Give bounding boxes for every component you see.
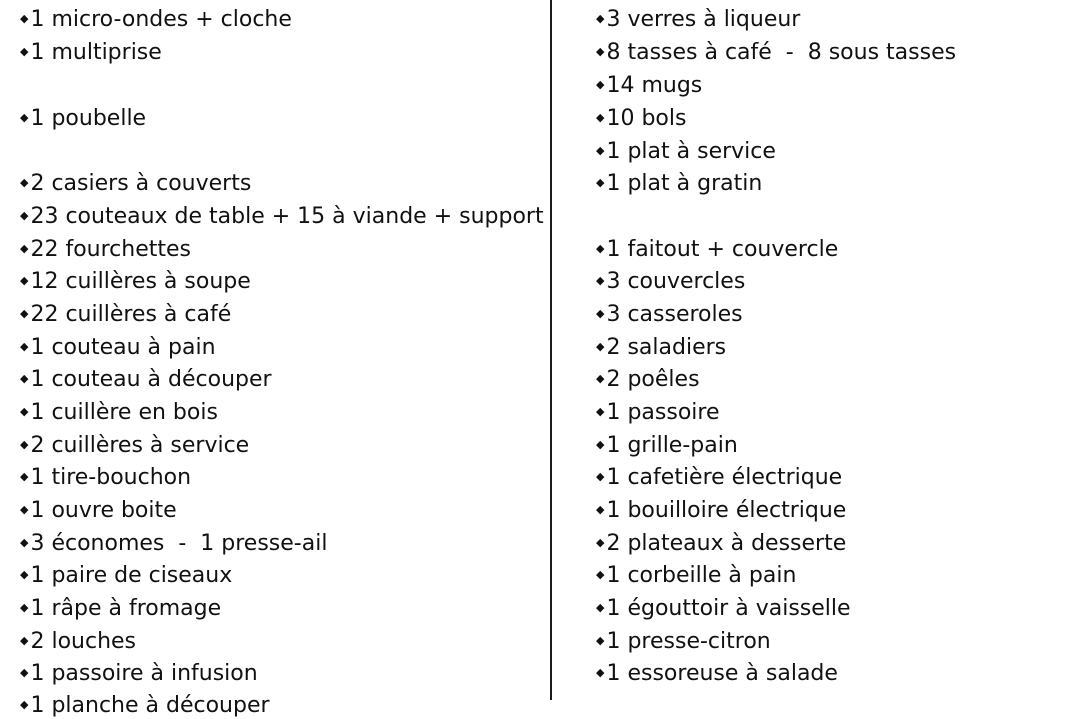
list-item-text: 2 louches <box>30 629 137 654</box>
list-item-text: 1 passoire à infusion <box>30 661 258 686</box>
list-item <box>20 399 218 425</box>
list-item-text: 1 faitout + couvercle <box>606 237 839 262</box>
list-item <box>20 432 249 458</box>
list-item-text: 22 cuillères à café <box>30 302 232 327</box>
list-item <box>596 497 846 523</box>
list-item-text: 2 casiers à couverts <box>30 171 252 196</box>
list-item <box>20 464 191 490</box>
diamond-bullet-icon: ◆ <box>596 176 605 189</box>
diamond-bullet-icon: ◆ <box>20 176 29 189</box>
diamond-bullet-icon: ◆ <box>20 340 29 353</box>
list-item <box>596 138 776 164</box>
list-item <box>20 497 177 523</box>
list-item-text: 1 paire de ciseaux <box>30 563 233 588</box>
list-item-text: 3 couvercles <box>606 269 746 294</box>
diamond-bullet-icon: ◆ <box>20 666 29 679</box>
list-item-text: 1 corbeille à pain <box>606 563 797 588</box>
list-item <box>596 562 796 588</box>
list-item <box>20 595 221 621</box>
diamond-bullet-icon: ◆ <box>20 209 29 222</box>
diamond-bullet-icon: ◆ <box>596 405 605 418</box>
list-item <box>20 170 251 196</box>
list-item-text: 10 bols <box>606 106 687 131</box>
list-item <box>20 203 544 229</box>
diamond-bullet-icon: ◆ <box>596 536 605 549</box>
list-item <box>20 628 136 654</box>
list-item <box>596 236 838 262</box>
diamond-bullet-icon: ◆ <box>20 438 29 451</box>
list-item-text: 2 poêles <box>606 367 700 392</box>
diamond-bullet-icon: ◆ <box>20 45 29 58</box>
list-item-text: 1 grille-pain <box>606 433 738 458</box>
list-item-text: 2 cuillères à service <box>30 433 250 458</box>
list-item <box>20 692 270 718</box>
list-item-text: 3 économes - 1 presse-ail <box>30 531 328 556</box>
list-item-text: 1 plat à gratin <box>606 171 763 196</box>
list-item-text: 1 micro-ondes + cloche <box>30 7 292 32</box>
list-item <box>596 170 762 196</box>
list-item <box>596 334 726 360</box>
list-item-text: 2 plateaux à desserte <box>606 531 847 556</box>
list-item-text: 1 couteau à pain <box>30 335 216 360</box>
list-item <box>20 562 232 588</box>
list-item <box>20 301 231 327</box>
list-item <box>20 334 216 360</box>
list-item <box>596 530 846 556</box>
diamond-bullet-icon: ◆ <box>20 698 29 711</box>
diamond-bullet-icon: ◆ <box>20 307 29 320</box>
list-item-text: 1 couteau à découper <box>30 367 272 392</box>
list-item-text: 1 ouvre boite <box>30 498 177 523</box>
list-item-text: 8 tasses à café - 8 sous tasses <box>606 40 957 65</box>
list-item <box>20 236 191 262</box>
diamond-bullet-icon: ◆ <box>20 274 29 287</box>
diamond-bullet-icon: ◆ <box>20 568 29 581</box>
diamond-bullet-icon: ◆ <box>596 45 605 58</box>
diamond-bullet-icon: ◆ <box>596 666 605 679</box>
list-item <box>596 39 956 65</box>
list-item <box>596 399 720 425</box>
list-item <box>596 432 738 458</box>
list-item-text: 1 râpe à fromage <box>30 596 222 621</box>
list-item-text: 1 presse-citron <box>606 629 771 654</box>
diamond-bullet-icon: ◆ <box>596 438 605 451</box>
diamond-bullet-icon: ◆ <box>20 470 29 483</box>
diamond-bullet-icon: ◆ <box>596 78 605 91</box>
list-item <box>20 268 251 294</box>
diamond-bullet-icon: ◆ <box>596 470 605 483</box>
list-item-text: 3 casseroles <box>606 302 743 327</box>
list-item <box>596 72 702 98</box>
list-item <box>596 105 686 131</box>
list-item-text: 22 fourchettes <box>30 237 191 262</box>
diamond-bullet-icon: ◆ <box>20 536 29 549</box>
list-item-text: 2 saladiers <box>606 335 727 360</box>
list-item <box>20 39 162 65</box>
list-item-text: 1 tire-bouchon <box>30 465 192 490</box>
list-item <box>20 660 258 686</box>
list-item-text: 1 cafetière électrique <box>606 465 843 490</box>
list-item-text: 1 cuillère en bois <box>30 400 218 425</box>
diamond-bullet-icon: ◆ <box>20 111 29 124</box>
column-divider <box>550 0 552 700</box>
diamond-bullet-icon: ◆ <box>596 111 605 124</box>
diamond-bullet-icon: ◆ <box>20 242 29 255</box>
diamond-bullet-icon: ◆ <box>596 12 605 25</box>
list-item-text: 1 planche à découper <box>30 693 270 718</box>
diamond-bullet-icon: ◆ <box>20 601 29 614</box>
diamond-bullet-icon: ◆ <box>596 274 605 287</box>
list-item-text: 1 essoreuse à salade <box>606 661 838 686</box>
list-item-text: 1 poubelle <box>30 106 147 131</box>
list-item-text: 1 égouttoir à vaisselle <box>606 596 851 621</box>
diamond-bullet-icon: ◆ <box>596 372 605 385</box>
list-item <box>20 6 292 32</box>
list-item <box>20 105 146 131</box>
diamond-bullet-icon: ◆ <box>596 340 605 353</box>
diamond-bullet-icon: ◆ <box>596 634 605 647</box>
list-item <box>596 628 771 654</box>
diamond-bullet-icon: ◆ <box>596 242 605 255</box>
list-item-text: 1 plat à service <box>606 139 776 164</box>
list-item-text: 1 multiprise <box>30 40 162 65</box>
list-item-text: 23 couteaux de table + 15 à viande + support <box>30 204 544 229</box>
diamond-bullet-icon: ◆ <box>20 372 29 385</box>
diamond-bullet-icon: ◆ <box>596 503 605 516</box>
diamond-bullet-icon: ◆ <box>596 568 605 581</box>
diamond-bullet-icon: ◆ <box>596 144 605 157</box>
list-item-text: 14 mugs <box>606 73 703 98</box>
diamond-bullet-icon: ◆ <box>20 405 29 418</box>
list-item <box>596 366 700 392</box>
list-item-text: 3 verres à liqueur <box>606 7 801 32</box>
diamond-bullet-icon: ◆ <box>596 601 605 614</box>
list-item <box>20 366 272 392</box>
list-item <box>596 595 851 621</box>
diamond-bullet-icon: ◆ <box>20 634 29 647</box>
diamond-bullet-icon: ◆ <box>596 307 605 320</box>
list-item <box>596 660 838 686</box>
list-item-text: 12 cuillères à soupe <box>30 269 251 294</box>
list-item <box>596 268 745 294</box>
list-item-text: 1 bouilloire électrique <box>606 498 847 523</box>
list-item <box>596 464 842 490</box>
list-item <box>596 301 743 327</box>
list-item-text: 1 passoire <box>606 400 720 425</box>
diamond-bullet-icon: ◆ <box>20 12 29 25</box>
list-item <box>20 530 327 556</box>
diamond-bullet-icon: ◆ <box>20 503 29 516</box>
list-item <box>596 6 800 32</box>
